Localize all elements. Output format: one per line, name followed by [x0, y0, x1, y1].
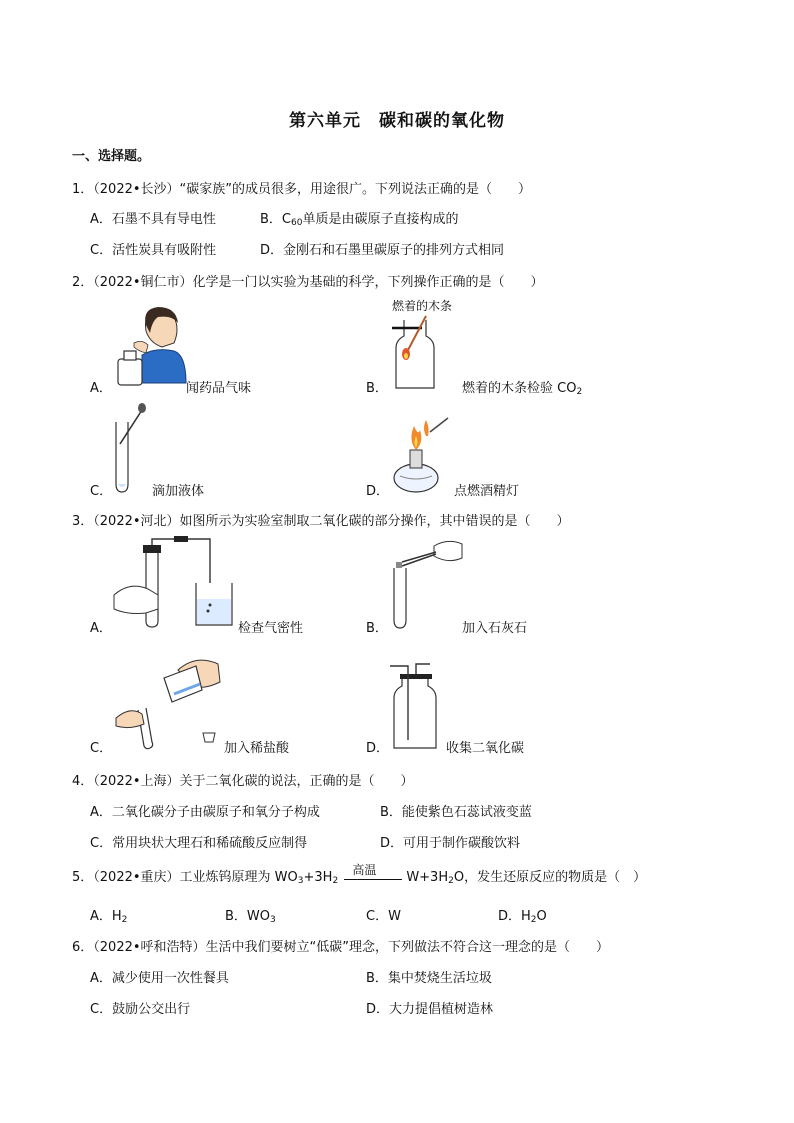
q6-option-b: B．集中焚烧生活垃圾: [366, 971, 492, 986]
q2c-dropper-figure: [110, 404, 150, 494]
q3b-limestone-figure: [388, 538, 464, 630]
q2-option-d-caption: 点燃酒精灯: [454, 484, 520, 499]
q1-option-d: D．金刚石和石墨里碳原子的排列方式相同: [260, 243, 505, 258]
q5-option-c: C．W: [366, 909, 401, 924]
question-4-stem: 4．（2022•上海）关于二氧化碳的说法，正确的是（ ）: [72, 774, 414, 789]
q2b-caption-text: 燃着的木条检验 CO: [462, 381, 577, 396]
q3-option-d-caption: 收集二氧化碳: [446, 741, 525, 756]
question-3-stem: 3．（2022•河北）如图所示为实验室制取二氧化碳的部分操作，其中错误的是（ ）: [72, 514, 570, 529]
q5-stem-text: 5．（2022•重庆）工业炼钨原理为 WO: [72, 870, 298, 885]
q2a-smell-figure: [112, 303, 187, 388]
q5-d-sub: 2: [530, 915, 537, 925]
q1-option-c: C．活性炭具有吸附性: [90, 243, 217, 258]
q4-option-a: A．二氧化碳分子由碳原子和氧分子构成: [90, 805, 320, 820]
q2-option-a-caption: 闻药品气味: [186, 381, 252, 396]
q5-sub-2: 2: [332, 876, 339, 886]
q2-option-a-letter: A．: [90, 381, 112, 396]
question-2-stem: 2．（2022•铜仁市）化学是一门以实验为基础的科学，下列操作正确的是（ ）: [72, 275, 544, 290]
q5-stem-text-3: W+3H: [406, 870, 449, 885]
q5-option-a: [90, 905, 127, 925]
q3-option-a-caption: 检查气密性: [238, 621, 304, 636]
q4-option-b: B．能使紫色石蕊试液变蓝: [380, 805, 532, 820]
q6-option-d: D．大力提倡植树造林: [366, 1002, 494, 1017]
q2b-caption-sub: 2: [576, 387, 583, 397]
q5-stem-text-2: +3H: [303, 870, 333, 885]
q3-option-d-letter: D．: [366, 741, 390, 756]
q5-a-sub: 2: [121, 915, 128, 925]
q2d-alcohol-lamp-figure: [392, 412, 448, 494]
q1-b-sub: 60: [291, 218, 303, 228]
q6-option-a: A．减少使用一次性餐具: [90, 971, 229, 986]
q2-option-b-caption: [462, 377, 582, 397]
q5-d-text: D．H: [498, 909, 531, 924]
q3d-collect-figure: [390, 660, 442, 750]
q3c-stopper-icon: [202, 731, 216, 743]
q2-option-b-letter: B．: [366, 381, 388, 396]
q5-stem-text-4: O，发生还原反应的物质是（ ）: [453, 870, 647, 885]
q5-b-text: B．WO: [225, 909, 271, 924]
q6-option-c: C．鼓励公交出行: [90, 1002, 191, 1017]
q3-option-c-caption: 加入稀盐酸: [224, 741, 290, 756]
q5-option-b: [225, 905, 276, 925]
q2-option-d-letter: D．: [366, 484, 390, 499]
q4-option-c: C．常用块状大理石和稀硫酸反应制得: [90, 836, 308, 851]
q5-sub-1: 3: [297, 876, 304, 886]
q3-option-a-letter: A．: [90, 621, 112, 636]
q5-sub-3: 2: [448, 876, 454, 886]
q3a-airtight-figure: [112, 535, 240, 630]
q2-option-c-letter: C．: [90, 484, 113, 499]
q5-a-text: A．H: [90, 909, 122, 924]
question-6-stem: 6．（2022•呼和浩特）生活中我们要树立“低碳”理念，下列做法不符合这一理念的是（ ）: [72, 940, 609, 955]
q3-option-b-caption: 加入石灰石: [462, 621, 528, 636]
q3-option-b-letter: B．: [366, 621, 388, 636]
q1-option-a: A．石墨不具有导电性: [90, 212, 216, 227]
question-1-stem: 1．（2022•长沙）“碳家族”的成员很多，用途很广。下列说法正确的是（ ）: [72, 182, 531, 197]
q4-option-d: D．可用于制作碳酸饮料: [380, 836, 521, 851]
page-title: 第六单元 碳和碳的氧化物: [289, 111, 505, 131]
question-5-stem: [72, 862, 647, 886]
q3-option-c-letter: C．: [90, 741, 113, 756]
section-heading: 一、选择题。: [72, 149, 151, 164]
q1-b-text-2: 单质是由碳原子直接构成的: [302, 212, 459, 227]
q2b-bottle-figure: [392, 316, 438, 391]
q5-condition: 高温: [352, 862, 377, 877]
q5-reaction-arrow: [342, 862, 406, 885]
q5-d-text-2: O: [536, 909, 547, 924]
q1-option-b: [260, 208, 458, 228]
q5-b-sub: 3: [270, 915, 276, 925]
q1-b-text: B．C: [260, 212, 291, 227]
q2-option-c-caption: 滴加液体: [152, 484, 205, 499]
q5-option-d: [498, 905, 547, 925]
q2b-figure-label: 燃着的木条: [392, 299, 453, 313]
